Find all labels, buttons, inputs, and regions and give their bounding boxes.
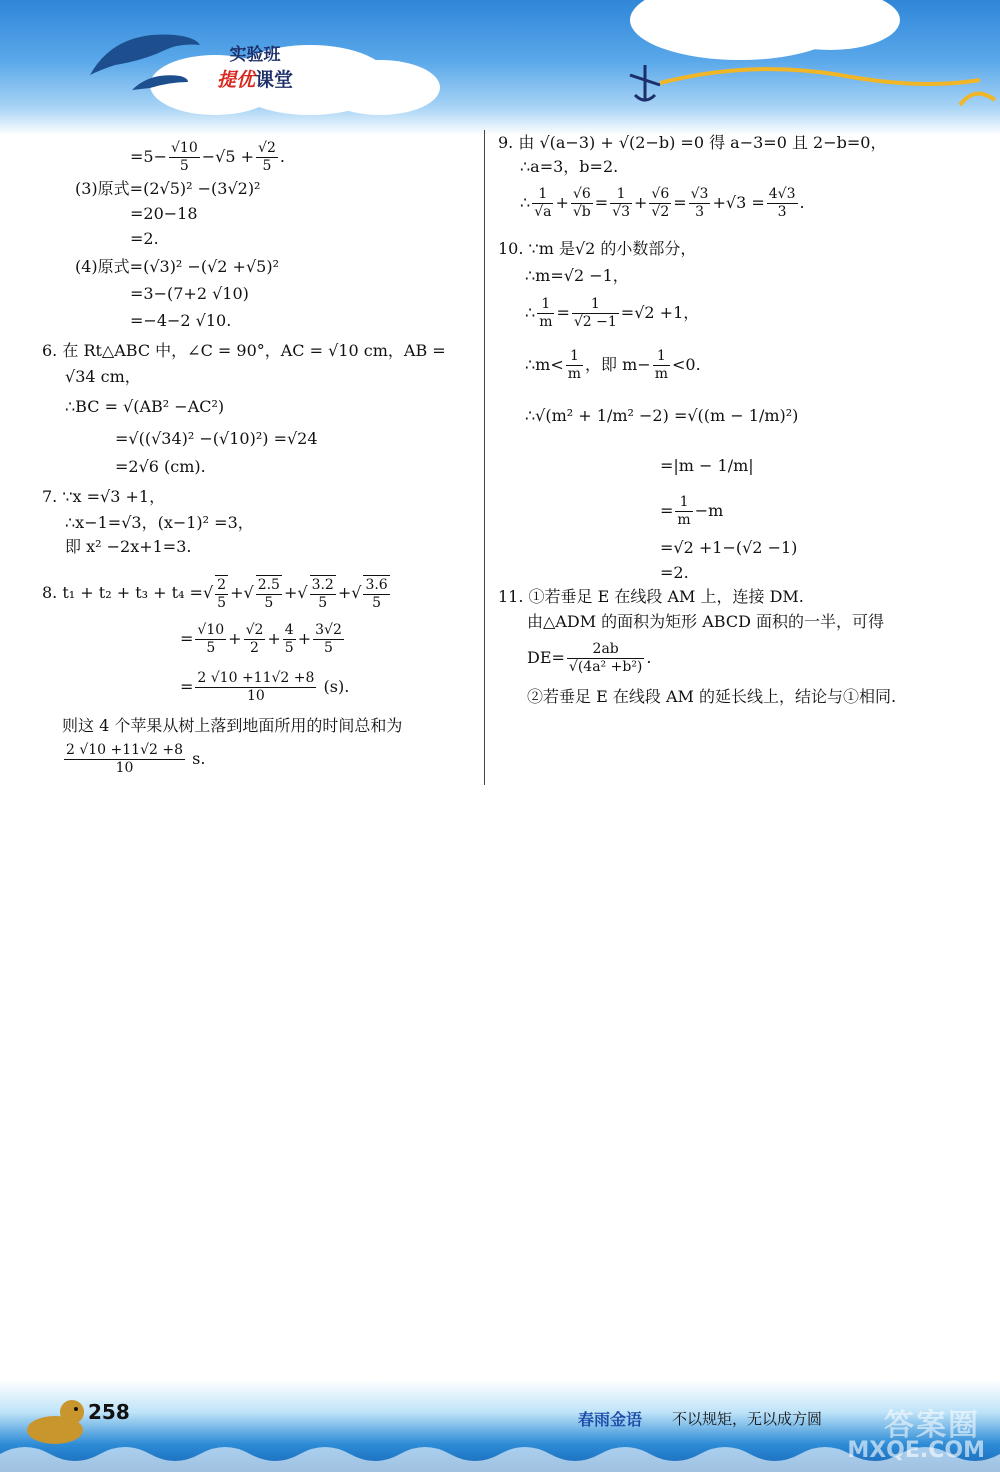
denominator: m [539,314,553,330]
text: ∴m< [525,355,564,374]
text: −m [694,501,724,520]
left-line-14: ∴x−1=√3，(x−1)² =3， [65,513,254,532]
left-line-16: 8. t₁ + t₂ + t₃ + t₄ =√ $\frac{2}{5}$ +√ $\frac{2.5}{5}$ +√ $\frac{3.2}{5}$ +√ $\frac{3.6}{5}$ [42,577,388,611]
text: +√3 = [712,193,765,212]
left-line-3: =20−18 [130,204,198,223]
right-line-5: ∴m=√2 −1， [525,266,629,285]
fraction [283,622,296,657]
denominator: 5 [324,640,333,656]
fraction [689,186,711,221]
numerator: 2.5 [257,577,280,593]
numerator: 1 [572,296,619,314]
numerator: 1 [566,348,583,366]
fraction [256,575,282,612]
denominator: 3 [695,204,705,220]
left-line-19: 则这 4 个苹果从树上落到地面所用的时间总和为 [62,716,403,735]
fraction [537,296,554,331]
left-line-18: = $\frac{2 √10 +11√2 +8}{10}$ (s). [180,670,350,704]
numerator: 3.2 [311,577,334,593]
right-line-6: ∴ $\frac{1}{m}$ = $\frac{1}{√2 -1}$ =√2 +1， [525,296,700,330]
numerator: √6 [571,186,593,204]
fraction [195,622,226,657]
numerator: √10 [197,622,225,638]
footer-motto: 不以规矩，无以成方圆 [672,1410,823,1428]
right-line-9: =|m − 1/m| [660,456,754,475]
denominator: 5 [318,595,328,611]
brand-top-text: 实验班 [229,45,281,65]
text: ，即 m− [585,355,651,374]
unit-text: s. [192,749,206,768]
numerator: 3.6 [365,577,388,593]
numerator: √3 [690,186,709,202]
denominator: 5 [264,595,274,611]
fraction [571,186,593,221]
left-line-13: 7. ∵x =√3 +1， [42,487,166,506]
numerator: 1 [653,348,670,366]
denominator: 5 [262,158,272,174]
text: =5− [130,147,167,166]
denominator: √3 [612,204,630,220]
fraction [169,140,200,175]
fraction [244,622,266,657]
left-line-2: (3)原式=(2√5)² −(3√2)² [75,179,261,198]
fraction [675,494,692,529]
denominator: √a [534,204,552,220]
denominator: 5 [179,158,189,174]
right-line-12: =2. [660,563,689,582]
fraction [610,186,632,221]
denominator: m [654,366,668,382]
denominator: 10 [247,688,265,704]
right-line-4: 10. ∵m 是√2 的小数部分， [498,239,697,258]
brand-suffix-text: 课堂 [255,69,294,91]
numerator: √2 [258,140,276,156]
denominator: 10 [115,760,134,776]
numerator: 1 [610,186,632,204]
fraction [215,575,228,612]
left-line-9: √34 cm， [65,367,141,386]
denominator: 3 [777,204,787,220]
text: DE= [527,648,565,667]
left-line-15: 即 x² −2x+1=3. [65,537,192,556]
denominator: √b [572,204,591,220]
numerator: √2 [245,622,264,638]
numerator: 4√3 [768,186,796,202]
brand-red-text: 提优 [216,69,255,91]
fraction [567,641,644,676]
text: . [279,147,285,166]
right-line-15 [527,641,651,676]
right-line-11: =√2 +1−(√2 −1) [660,538,798,557]
numerator: 1 [675,494,692,512]
left-line-17: = $\frac{√10}{5}$ + $\frac{√2}{2}$ + $\frac{4}{5}$ + $\frac{3√2}{5}$ [180,622,342,656]
watermark-url: MXQE.COM [847,1438,985,1463]
fraction [256,140,278,175]
left-line-10: ∴BC = √(AB² −AC²) [65,397,225,416]
denominator: 5 [372,595,382,611]
denominator: 5 [217,595,227,611]
numerator: 2 √10 +11√2 +8 [66,742,184,758]
fraction [195,670,316,705]
right-line-14: 由△ADM 的面积为矩形 ABCD 面积的一半，可得 [527,612,885,631]
left-line-8: 6. 在 Rt△ABC 中，∠C = 90°，AC = √10 cm，AB = [42,341,446,360]
right-line-8: ∴√(m² + 1/m² −2) =√((m − 1/m)²) [525,406,799,425]
numerator: 2 [217,577,227,593]
footer-brand: 春雨金语 [578,1410,643,1429]
left-line-20 [62,742,205,777]
text: <0. [672,355,701,374]
text: =√2 +1， [620,303,700,322]
denominator: √2 −1 [573,314,617,330]
numerator: √10 [171,140,198,156]
fraction [572,296,619,331]
numerator: 4 [284,622,294,638]
text: 8. t₁ + t₂ + t₃ + t₄ = [42,583,203,602]
denominator: m [567,366,582,382]
numerator: 2 √10 +11√2 +8 [197,670,315,686]
denominator: m [677,512,691,528]
text: . [646,648,652,667]
left-line-1 [130,140,285,175]
fraction [566,348,583,383]
right-line-16: ②若垂足 E 在线段 AM 的延长线上，结论与①相同. [527,687,897,706]
right-line-10: = $\frac{1}{m}$ −m [660,494,724,528]
denominator: 5 [284,640,294,656]
fraction [64,742,185,777]
text: ∴ [525,303,536,322]
right-line-2: ∴a=3，b=2. [520,157,619,176]
left-line-11: =√((√34)² −(√10)²) =√24 [115,429,318,448]
fraction [653,348,670,383]
fraction [313,622,344,657]
denominator: √(4a² +b²) [568,659,643,675]
numerator: √6 [651,186,670,202]
right-line-13: 11. ①若垂足 E 在线段 AM 上，连接 DM. [498,587,804,606]
left-line-12: =2√6 (cm). [115,457,206,476]
fraction [310,575,336,612]
denominator: 5 [206,640,216,656]
left-line-4: =2. [130,229,159,248]
numerator: 2ab [567,641,644,659]
left-line-5: (4)原式=(√3)² −(√2 +√5)² [75,257,279,276]
watermark-text: 答案圈 [884,1408,980,1443]
text: −√5 + [201,147,255,166]
left-line-7: =−4−2 √10. [130,311,232,330]
right-line-7 [525,348,701,383]
right-line-3: ∴ $\frac{1}{√a}$ + $\frac{√6}{√b}$ = $\frac{1}{√3}$ + $\frac{√6}{√2}$ = $\frac{√3}{3}$ +√3 = $\frac{4√3}{3}$ . [520,186,805,220]
numerator: 1 [537,296,554,314]
page-number: 258 [88,1400,130,1424]
fraction [532,186,553,221]
text: ∴ [520,193,531,212]
seal-icon [20,1390,90,1450]
numerator: 1 [532,186,553,204]
left-line-6: =3−(7+2 √10) [130,284,249,303]
right-line-1: 9. 由 √(a−3) + √(2−b) =0 得 a−3=0 且 2−b=0， [498,133,887,152]
fraction [363,575,389,612]
fraction [649,186,671,221]
denominator: √2 [651,204,670,220]
denominator: 2 [250,640,259,656]
unit-text: (s). [323,677,350,696]
fraction [767,186,798,221]
column-divider [484,130,485,785]
numerator: 3√2 [315,622,342,638]
